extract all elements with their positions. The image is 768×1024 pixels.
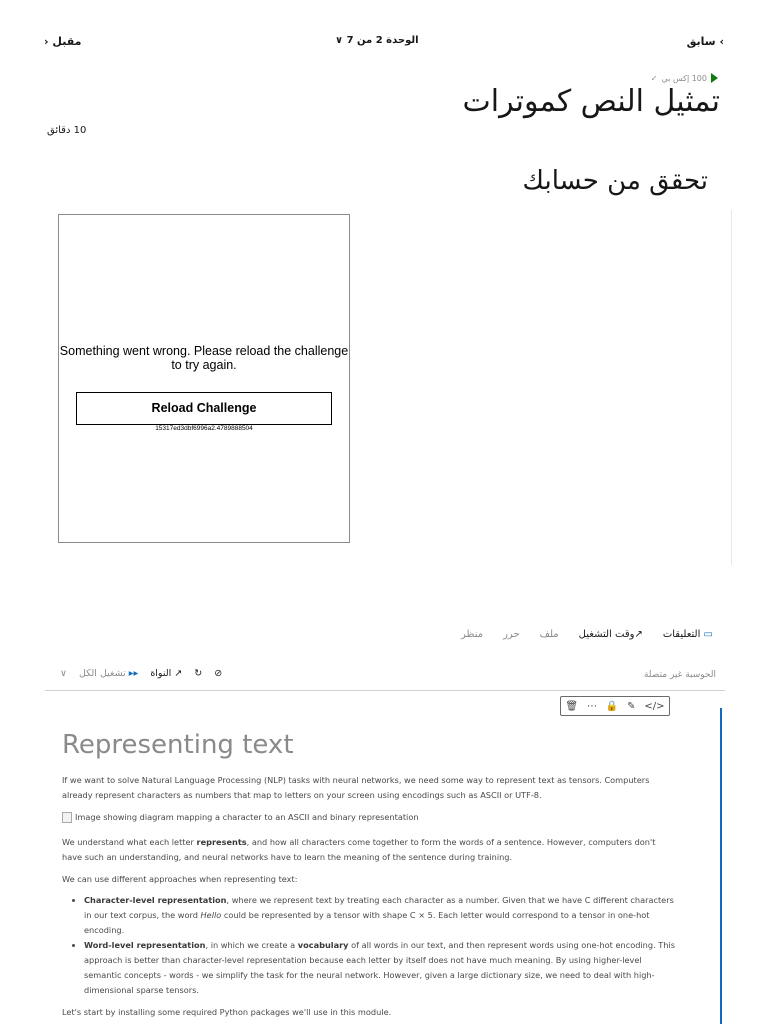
restart-icon[interactable]: ↻ [194,668,203,679]
cell-heading: Representing text [62,730,294,760]
comment-icon: ▭ [703,629,713,640]
cell-list [70,893,676,998]
section-title: تحقق من حسابك [522,166,708,196]
kernel-button[interactable]: ↗ النواة [150,668,183,679]
chevron-down-icon[interactable]: ∨ [60,668,67,679]
cell-paragraph: We can use different approaches when representing text: [62,874,298,884]
menu-file[interactable]: ملف [539,629,559,640]
active-cell-indicator [720,708,722,1024]
chevron-down-icon: ∨ [335,35,344,46]
run-all-button[interactable]: ▸▸ تشغيل الكل [78,668,139,679]
cell-toolbar [560,696,670,716]
more-icon[interactable]: ⋯ [586,700,597,712]
edit-icon[interactable]: ✎ [627,700,636,712]
menu-runtime[interactable]: ↗وقت التشغيل [578,629,643,640]
check-icon: ✓ [650,73,658,83]
list-item: • Character-level representation, where we represent text by treating each character as a number. Given that we have C different characters in our text corpus, the word Hello could be represented by a tensor with shape C × 5. Each letter would correspond to a tensor in one-hot encoding. [84,893,676,938]
xp-row [651,73,718,83]
duration: 10 دقائق [47,125,87,136]
previous-label: سابق [686,35,716,48]
previous-link[interactable] [687,35,724,48]
stop-icon[interactable]: ⊘ [214,668,223,679]
notebook-toolbar [60,668,222,679]
code-icon[interactable]: </> [644,700,665,712]
image-alt-text: Image showing diagram mapping a character to an ASCII and binary representation [75,812,419,822]
delete-icon[interactable]: 🗑 [565,700,579,712]
cell-paragraph: We understand what each letter represents, and how all characters come together to form the words of a sentence. However, computers don't have such an understanding, and neural networks have to learn the meaning of the sentence during training. [62,837,656,862]
fast-forward-icon: ▸▸ [128,668,139,679]
lock-icon[interactable]: 🔒 [605,700,619,712]
xp-label: 100 إكس بي [661,73,707,83]
error-message: Something went wrong. Please reload the challenge to try again. [59,344,349,372]
kernel-status: الحوسبة غير متصلة [643,670,716,680]
reload-challenge-button[interactable]: Reload Challenge [76,392,332,425]
menu-edit[interactable]: حرر [503,629,520,640]
cell-paragraph: Let's start by installing some required Python packages we'll use in this module. [62,1007,392,1017]
menu-view[interactable]: منظر [460,629,484,640]
challenge-frame [58,214,350,543]
notebook-menu [461,629,713,640]
rocket-icon: ↗ [634,629,643,640]
chevron-right-icon: › [719,35,724,48]
next-label: مقبل [52,35,82,48]
menu-comments[interactable]: ▭ التعليقات [662,629,713,640]
xp-flag-icon [711,73,718,83]
divider [731,210,732,565]
unit-selector[interactable] [335,35,419,46]
list-item: • Word-level representation, in which we create a vocabulary of all words in our text, and then represent words using one-hot encoding. This approach is better than character-level representation because each letter by itself does not have much meaning. By using higher-level semantic concepts - words - we simplify the task for the neural network. However, given a large dictionary size, we need to deal with high-dimensional sparse tensors. [84,938,676,998]
toolbar-divider [45,690,725,691]
next-link[interactable] [44,35,81,48]
unit-label: الوحدة 2 من 7 [346,35,419,46]
broken-image [62,810,662,825]
page-title: تمثيل النص كموترات [462,84,720,119]
kernel-icon: ↗ [174,668,183,679]
cell-paragraph: If we want to solve Natural Language Processing (NLP) tasks with neural networks, we need some way to represent text as tensors. Computers already represent characters as numbers that map to letters on your screen using encodings such as ASCII or UTF-8. [62,775,650,800]
error-code: 15317ed3dbf6996a2.4789888504 [155,425,253,432]
chevron-left-icon: ‹ [44,35,49,48]
image-placeholder-icon [62,812,72,823]
